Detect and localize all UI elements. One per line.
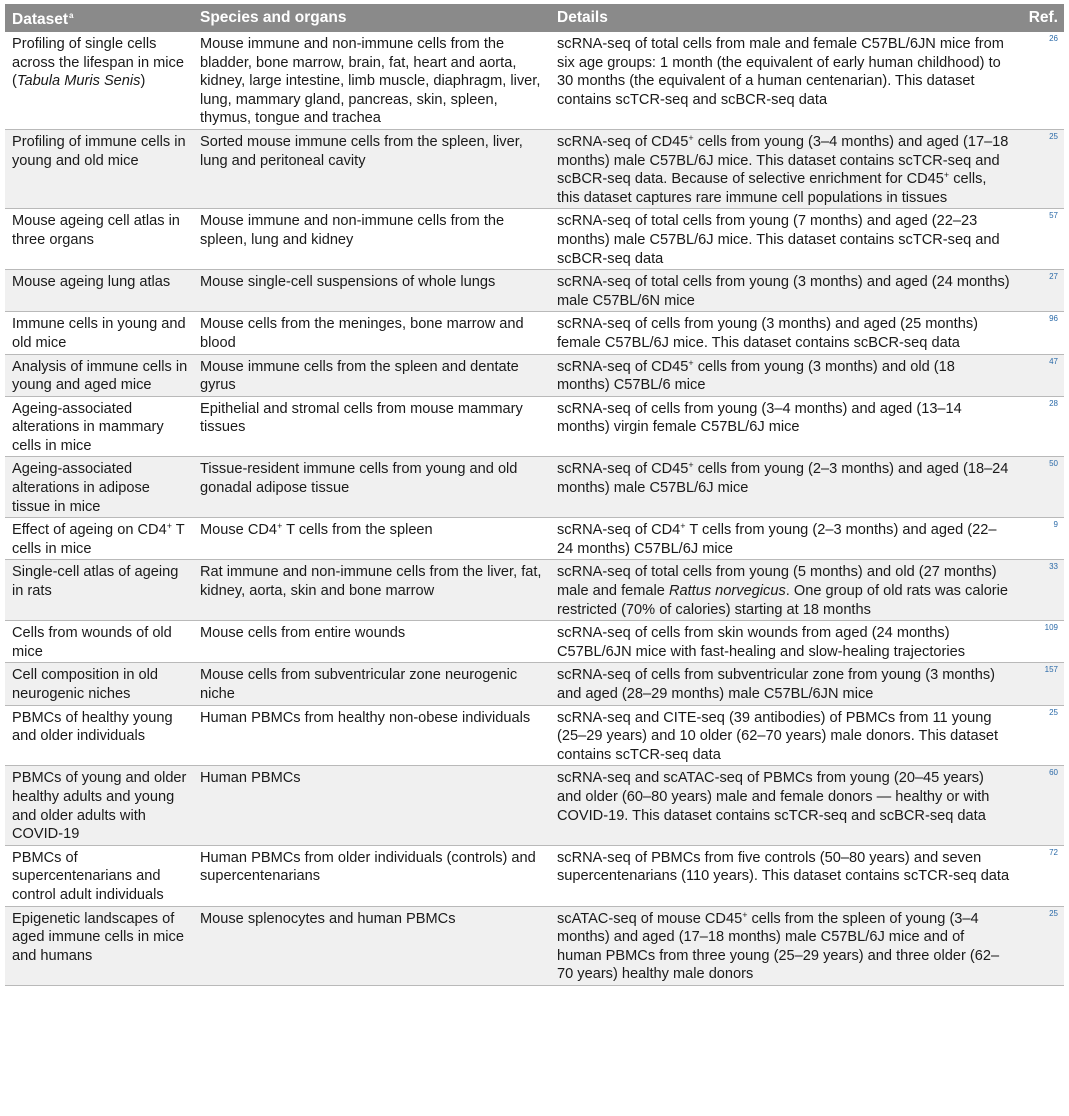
cell-dataset: Cells from wounds of old mice [5, 621, 193, 663]
cell-details: scRNA-seq of cells from skin wounds from aged (24 months) C57BL/6JN mice with fast-healing and slow-healing trajectories [550, 621, 1014, 663]
cell-details: scRNA-seq of total cells from male and female C57BL/6JN mice from six age groups: 1 month (the equivalent of early human childhood) to 30 months (the equivalent of a human centenarian). This dataset contains scTCR-seq and scBCR-seq data [550, 32, 1014, 129]
superscript: + [680, 521, 686, 532]
header-row [5, 4, 1064, 32]
cell-dataset: Single-cell atlas of ageing in rats [5, 560, 193, 621]
cell-ref: 47 [1014, 354, 1064, 396]
cell-ref: 96 [1014, 312, 1064, 354]
table-header [5, 4, 1064, 32]
cell-dataset: Cell composition in old neurogenic niches [5, 663, 193, 705]
header-dataset [5, 4, 193, 32]
italic-text: Rattus norvegicus [668, 583, 786, 600]
superscript: + [277, 521, 283, 532]
cell-species: Tissue-resident immune cells from young and old gonadal adipose tissue [193, 457, 550, 518]
cell-species: Human PBMCs [193, 766, 550, 845]
cell-species: Mouse splenocytes and human PBMCs [193, 906, 550, 985]
cell-species: Epithelial and stromal cells from mouse mammary tissues [193, 396, 550, 457]
superscript: + [688, 132, 694, 143]
table-row [5, 845, 1064, 906]
table-row [5, 518, 1064, 560]
superscript: + [688, 460, 694, 471]
cell-ref: 25 [1014, 705, 1064, 766]
cell-details: scRNA-seq of total cells from young (7 months) and aged (22–23 months) male C57BL/6J mice. This dataset contains scTCR-seq and scBCR-seq data [550, 209, 1014, 270]
datasets-table [5, 4, 1064, 986]
cell-ref: 109 [1014, 621, 1064, 663]
cell-ref: 57 [1014, 209, 1064, 270]
cell-dataset: Immune cells in young and old mice [5, 312, 193, 354]
cell-species: Mouse cells from the meninges, bone marrow and blood [193, 312, 550, 354]
table-row [5, 705, 1064, 766]
cell-species: Human PBMCs from older individuals (controls) and supercentenarians [193, 845, 550, 906]
superscript: + [166, 521, 172, 532]
cell-species: Mouse cells from entire wounds [193, 621, 550, 663]
cell-dataset: PBMCs of healthy young and older individuals [5, 705, 193, 766]
cell-species: Sorted mouse immune cells from the spleen, liver, lung and peritoneal cavity [193, 129, 550, 208]
cell-details: scRNA-seq of total cells from young (3 months) and aged (24 months) male C57BL/6N mice [550, 270, 1014, 312]
cell-details: scRNA-seq of cells from young (3 months) and aged (25 months) female C57BL/6J mice. This dataset contains scBCR-seq data [550, 312, 1014, 354]
cell-details: scATAC-seq of mouse CD45+ cells from the spleen of young (3–4 months) and aged (17–18 months) male C57BL/6J mice and of human PBMCs from three young (25–29 years) and three older (62–70 years) healthy male donors [550, 906, 1014, 985]
cell-dataset: Analysis of immune cells in young and aged mice [5, 354, 193, 396]
cell-dataset: Profiling of single cells across the lifespan in mice (Tabula Muris Senis) [5, 32, 193, 129]
cell-details: scRNA-seq of CD4+ T cells from young (2–3 months) and aged (22–24 months) C57BL/6J mice [550, 518, 1014, 560]
cell-details: scRNA-seq of CD45+ cells from young (3 months) and old (18 months) C57BL/6 mice [550, 354, 1014, 396]
cell-species: Mouse immune and non-immune cells from the spleen, lung and kidney [193, 209, 550, 270]
cell-ref: 9 [1014, 518, 1064, 560]
header-dataset-label: Dataset [12, 10, 68, 28]
cell-ref: 25 [1014, 129, 1064, 208]
cell-ref: 50 [1014, 457, 1064, 518]
cell-species: Rat immune and non-immune cells from the liver, fat, kidney, aorta, skin and bone marrow [193, 560, 550, 621]
cell-species: Mouse CD4+ T cells from the spleen [193, 518, 550, 560]
cell-dataset: Ageing-associated alterations in mammary cells in mice [5, 396, 193, 457]
header-details: Details [550, 4, 1014, 32]
cell-details: scRNA-seq of total cells from young (5 months) and old (27 months) male and female Rattus norvegicus. One group of old rats was calorie restricted (70% of calories) starting at 18 months [550, 560, 1014, 621]
header-footnote-mark: a [69, 10, 74, 20]
cell-species: Mouse cells from subventricular zone neurogenic niche [193, 663, 550, 705]
table-row [5, 312, 1064, 354]
cell-details: scRNA-seq and scATAC-seq of PBMCs from young (20–45 years) and older (60–80 years) male and female donors — healthy or with COVID-19. This dataset contains scTCR-seq and scBCR-seq data [550, 766, 1014, 845]
header-species: Species and organs [193, 4, 550, 32]
cell-ref: 25 [1014, 906, 1064, 985]
cell-details: scRNA-seq of PBMCs from five controls (50–80 years) and seven supercentenarians (110 years). This dataset contains scTCR-seq data [550, 845, 1014, 906]
italic-text: Tabula Muris Senis [16, 73, 141, 90]
table-row [5, 270, 1064, 312]
cell-dataset: Ageing-associated alterations in adipose tissue in mice [5, 457, 193, 518]
cell-dataset: Mouse ageing lung atlas [5, 270, 193, 312]
cell-details: scRNA-seq and CITE-seq (39 antibodies) of PBMCs from 11 young (25–29 years) and 10 older (62–70 years) male donors. This dataset contains scTCR-seq data [550, 705, 1014, 766]
cell-details: scRNA-seq of CD45+ cells from young (3–4 months) and aged (17–18 months) male C57BL/6J mice. This dataset contains scTCR-seq and scBCR-seq data. Because of selective enrichment for CD45+ cells, this dataset captures rare immune cell populations in tissues [550, 129, 1014, 208]
table-row [5, 32, 1064, 129]
cell-dataset: Mouse ageing cell atlas in three organs [5, 209, 193, 270]
cell-ref: 26 [1014, 32, 1064, 129]
cell-ref: 157 [1014, 663, 1064, 705]
cell-ref: 28 [1014, 396, 1064, 457]
table-row [5, 621, 1064, 663]
cell-ref: 60 [1014, 766, 1064, 845]
table-row [5, 560, 1064, 621]
cell-dataset: Profiling of immune cells in young and old mice [5, 129, 193, 208]
cell-dataset: Effect of ageing on CD4+ T cells in mice [5, 518, 193, 560]
table-row [5, 906, 1064, 985]
superscript: + [742, 909, 748, 920]
cell-ref: 27 [1014, 270, 1064, 312]
cell-ref: 33 [1014, 560, 1064, 621]
cell-dataset: Epigenetic landscapes of aged immune cells in mice and humans [5, 906, 193, 985]
table-row [5, 129, 1064, 208]
cell-ref: 72 [1014, 845, 1064, 906]
table-row [5, 457, 1064, 518]
table-row [5, 663, 1064, 705]
cell-species: Human PBMCs from healthy non-obese individuals [193, 705, 550, 766]
table-row [5, 209, 1064, 270]
cell-details: scRNA-seq of cells from subventricular zone from young (3 months) and aged (28–29 months) male C57BL/6JN mice [550, 663, 1014, 705]
cell-species: Mouse immune and non-immune cells from the bladder, bone marrow, brain, fat, heart and aorta, kidney, large intestine, limb muscle, diaphragm, liver, lung, mammary gland, pancreas, skin, spleen, thymus, tongue and trachea [193, 32, 550, 129]
table-row [5, 396, 1064, 457]
superscript: + [688, 357, 694, 368]
cell-dataset: PBMCs of supercentenarians and control adult individuals [5, 845, 193, 906]
superscript: + [943, 170, 950, 181]
cell-species: Mouse immune cells from the spleen and dentate gyrus [193, 354, 550, 396]
cell-details: scRNA-seq of cells from young (3–4 months) and aged (13–14 months) virgin female C57BL/6J mice [550, 396, 1014, 457]
cell-dataset: PBMCs of young and older healthy adults and young and older adults with COVID-19 [5, 766, 193, 845]
header-ref: Ref. [1014, 4, 1064, 32]
table-row [5, 766, 1064, 845]
table-body [5, 32, 1064, 985]
cell-species: Mouse single-cell suspensions of whole lungs [193, 270, 550, 312]
cell-details: scRNA-seq of CD45+ cells from young (2–3 months) and aged (18–24 months) male C57BL/6J mice [550, 457, 1014, 518]
table-row [5, 354, 1064, 396]
